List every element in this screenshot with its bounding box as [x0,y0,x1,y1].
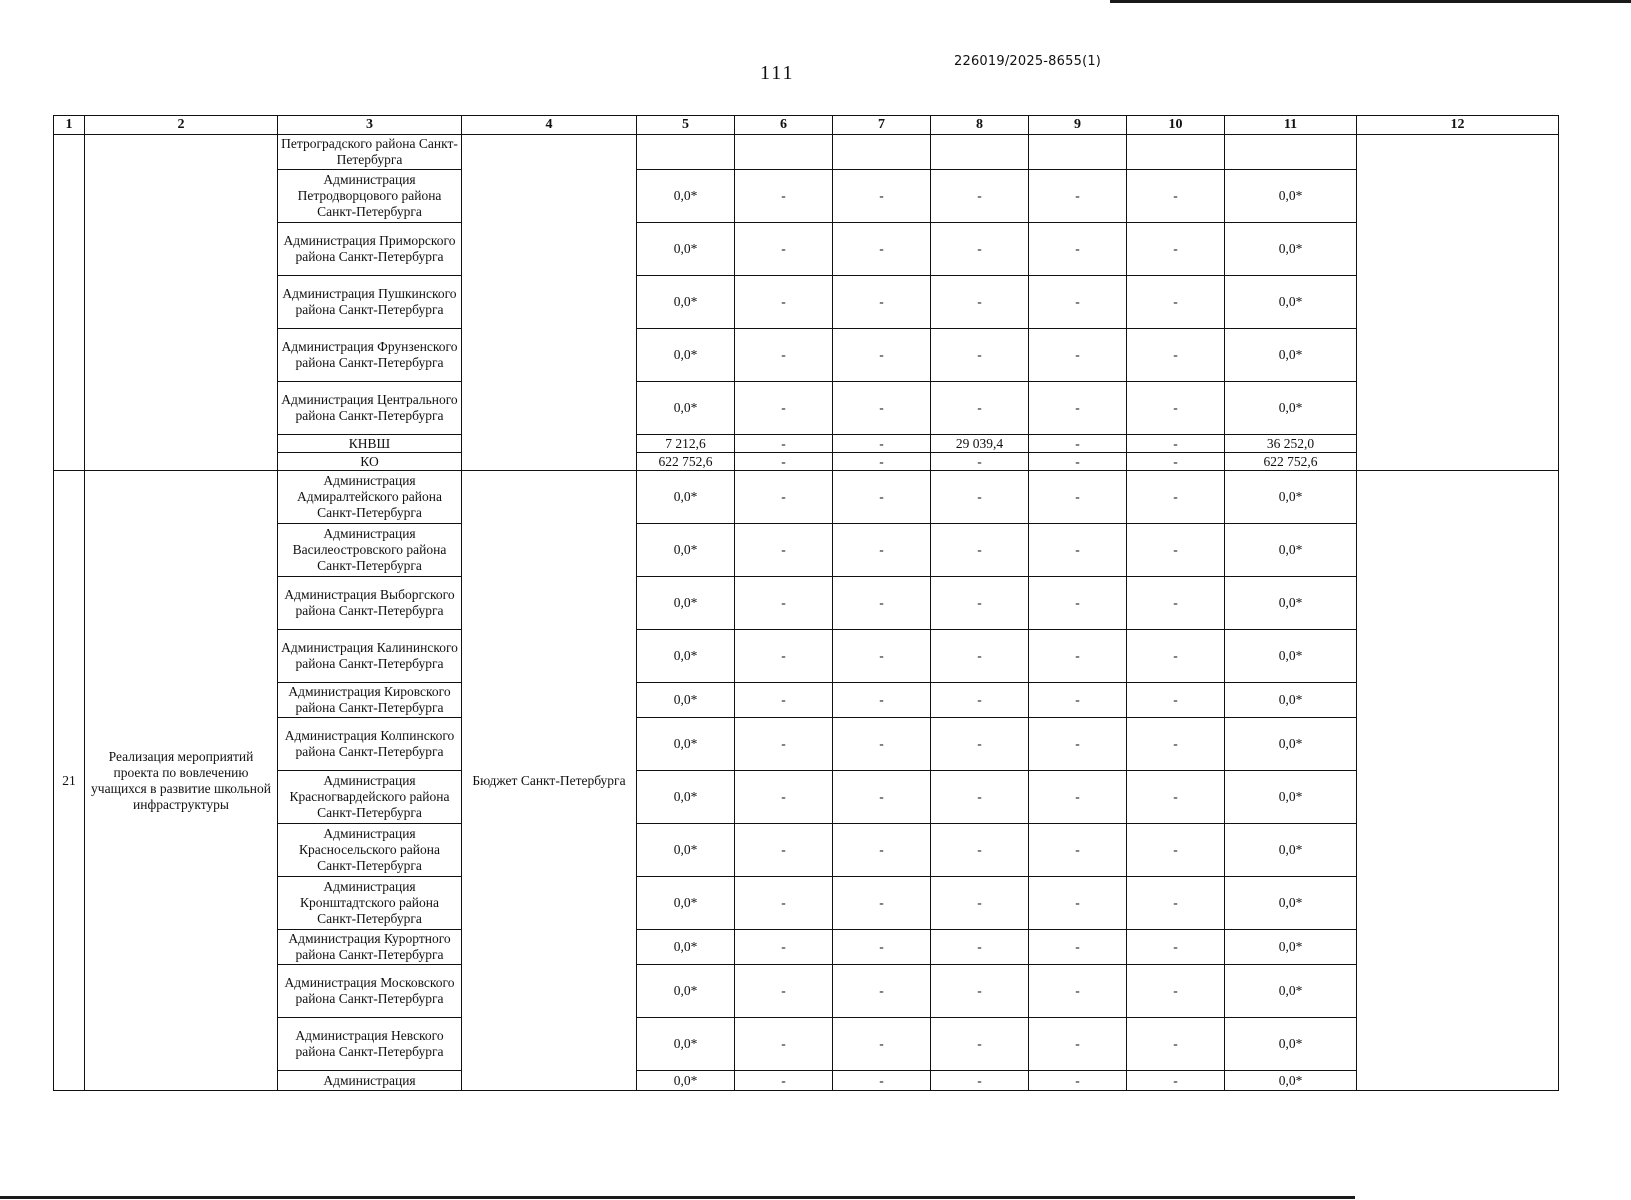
note-cell [1357,471,1559,1091]
value-cell-col-9: - [1029,223,1127,276]
value-cell-col-8: - [931,930,1029,965]
value-cell-col-8: - [931,718,1029,771]
executor-cell: Администрация Фрунзенского района Санкт-Петербурга [278,329,462,382]
column-header-row [54,116,1559,135]
value-cell-col-9: - [1029,471,1127,524]
column-header-3: 3 [278,116,462,135]
value-cell-col-9: - [1029,1018,1127,1071]
value-cell-col-7: - [833,170,931,223]
value-cell-col-11: 0,0* [1225,276,1357,329]
value-cell-col-5: 0,0* [637,683,735,718]
value-cell-col-9: - [1029,524,1127,577]
column-header-4: 4 [462,116,637,135]
activity-name-cell: Реализация мероприятий проекта по вовлечению учащихся в развитие школьной инфраструктуры [85,471,278,1091]
value-cell-col-7: - [833,877,931,930]
value-cell-col-9: - [1029,276,1127,329]
value-cell-col-11: 0,0* [1225,683,1357,718]
executor-cell: Администрация Пушкинского района Санкт-Петербурга [278,276,462,329]
value-cell-col-7: - [833,524,931,577]
value-cell-col-7: - [833,577,931,630]
value-cell-col-6: - [735,965,833,1018]
value-cell-col-9: - [1029,630,1127,683]
value-cell-col-6: - [735,1071,833,1091]
value-cell-col-7: - [833,683,931,718]
value-cell-col-11: 622 752,6 [1225,453,1357,471]
value-cell-col-7: - [833,453,931,471]
column-header-1: 1 [54,116,85,135]
executor-cell: Администрация Кронштадтского района Санкт-Петербурга [278,877,462,930]
bottom-edge-rule [0,1196,1355,1199]
value-cell-col-11: 36 252,0 [1225,435,1357,453]
value-cell-col-7: - [833,771,931,824]
value-cell-col-8: - [931,382,1029,435]
funding-source-cell [462,135,637,471]
value-cell-col-5: 0,0* [637,223,735,276]
value-cell-col-8: - [931,577,1029,630]
value-cell-col-10: - [1127,718,1225,771]
value-cell-col-10: - [1127,683,1225,718]
value-cell-col-11: 0,0* [1225,382,1357,435]
funding-source-cell: Бюджет Санкт-Петербурга [462,471,637,1091]
value-cell-col-6: - [735,577,833,630]
value-cell-col-9 [1029,135,1127,170]
value-cell-col-11: 0,0* [1225,223,1357,276]
value-cell-col-8: 29 039,4 [931,435,1029,453]
column-header-11: 11 [1225,116,1357,135]
activity-name-cell [85,135,278,471]
table-row [54,930,1559,965]
executor-cell: КНВШ [278,435,462,453]
value-cell-col-7: - [833,329,931,382]
budget-table [53,115,1559,1091]
value-cell-col-9: - [1029,824,1127,877]
executor-cell: Администрация Колпинского района Санкт-Петербурга [278,718,462,771]
value-cell-col-7: - [833,471,931,524]
value-cell-col-10: - [1127,965,1225,1018]
executor-cell: Администрация Кировского района Санкт-Петербурга [278,683,462,718]
value-cell-col-10: - [1127,1071,1225,1091]
value-cell-col-6: - [735,435,833,453]
value-cell-col-10: - [1127,382,1225,435]
executor-cell: Администрация Калининского района Санкт-Петербурга [278,630,462,683]
value-cell-col-6: - [735,683,833,718]
value-cell-col-11: 0,0* [1225,577,1357,630]
column-header-12: 12 [1357,116,1559,135]
value-cell-col-10: - [1127,223,1225,276]
value-cell-col-10: - [1127,329,1225,382]
table-row [54,824,1559,877]
value-cell-col-5: 0,0* [637,877,735,930]
value-cell-col-5: 0,0* [637,930,735,965]
note-cell [1357,135,1559,471]
value-cell-col-8: - [931,453,1029,471]
value-cell-col-5: 0,0* [637,630,735,683]
row-number-cell [54,135,85,471]
value-cell-col-10: - [1127,577,1225,630]
value-cell-col-5: 0,0* [637,771,735,824]
value-cell-col-7: - [833,965,931,1018]
executor-cell: Администрация Красносельского района Санкт-Петербурга [278,824,462,877]
table-row [54,877,1559,930]
value-cell-col-7: - [833,1018,931,1071]
value-cell-col-11: 0,0* [1225,329,1357,382]
value-cell-col-6: - [735,1018,833,1071]
value-cell-col-11: 0,0* [1225,877,1357,930]
value-cell-col-9: - [1029,877,1127,930]
value-cell-col-10: - [1127,877,1225,930]
page-number: 111 [760,62,795,84]
value-cell-col-10: - [1127,630,1225,683]
value-cell-col-6: - [735,877,833,930]
value-cell-col-5: 7 212,6 [637,435,735,453]
value-cell-col-11: 0,0* [1225,170,1357,223]
column-header-2: 2 [85,116,278,135]
value-cell-col-8 [931,135,1029,170]
value-cell-col-10 [1127,135,1225,170]
value-cell-col-10: - [1127,771,1225,824]
column-header-7: 7 [833,116,931,135]
value-cell-col-6: - [735,453,833,471]
value-cell-col-7: - [833,930,931,965]
table-row [54,1018,1559,1071]
value-cell-col-6: - [735,471,833,524]
value-cell-col-9: - [1029,930,1127,965]
value-cell-col-8: - [931,170,1029,223]
table-row [54,471,1559,524]
value-cell-col-6: - [735,276,833,329]
value-cell-col-6: - [735,771,833,824]
value-cell-col-10: - [1127,170,1225,223]
value-cell-col-7: - [833,630,931,683]
value-cell-col-6: - [735,824,833,877]
value-cell-col-9: - [1029,329,1127,382]
value-cell-col-11: 0,0* [1225,771,1357,824]
value-cell-col-5: 0,0* [637,276,735,329]
value-cell-col-9: - [1029,718,1127,771]
value-cell-col-11: 0,0* [1225,824,1357,877]
value-cell-col-6: - [735,524,833,577]
top-edge-rule [1110,0,1631,3]
executor-cell: Администрация Московского района Санкт-Петербурга [278,965,462,1018]
value-cell-col-7: - [833,718,931,771]
value-cell-col-5: 0,0* [637,329,735,382]
value-cell-col-6 [735,135,833,170]
value-cell-col-6: - [735,382,833,435]
table-row [54,276,1559,329]
value-cell-col-7: - [833,824,931,877]
table-row [54,382,1559,435]
table-row [54,524,1559,577]
table-body [54,135,1559,1091]
value-cell-col-8: - [931,824,1029,877]
value-cell-col-5: 0,0* [637,1018,735,1071]
value-cell-col-9: - [1029,1071,1127,1091]
value-cell-col-11: 0,0* [1225,965,1357,1018]
value-cell-col-5: 0,0* [637,965,735,1018]
value-cell-col-7: - [833,1071,931,1091]
value-cell-col-8: - [931,771,1029,824]
value-cell-col-9: - [1029,965,1127,1018]
value-cell-col-7: - [833,435,931,453]
value-cell-col-9: - [1029,683,1127,718]
column-header-8: 8 [931,116,1029,135]
value-cell-col-6: - [735,718,833,771]
value-cell-col-5: 0,0* [637,577,735,630]
value-cell-col-11: 0,0* [1225,1018,1357,1071]
executor-cell: Администрация Красногвардейского района Санкт-Петербурга [278,771,462,824]
value-cell-col-6: - [735,930,833,965]
value-cell-col-8: - [931,471,1029,524]
column-header-6: 6 [735,116,833,135]
executor-cell: Администрация Адмиралтейского района Санкт-Петербурга [278,471,462,524]
table-row [54,329,1559,382]
table-row [54,170,1559,223]
value-cell-col-8: - [931,329,1029,382]
value-cell-col-6: - [735,223,833,276]
executor-cell: Петроградского района Санкт-Петербурга [278,135,462,170]
table-row [54,1071,1559,1091]
table-row [54,453,1559,471]
value-cell-col-5 [637,135,735,170]
value-cell-col-8: - [931,223,1029,276]
value-cell-col-9: - [1029,382,1127,435]
executor-cell: Администрация Невского района Санкт-Петербурга [278,1018,462,1071]
value-cell-col-8: - [931,630,1029,683]
value-cell-col-10: - [1127,930,1225,965]
value-cell-col-7: - [833,382,931,435]
value-cell-col-6: - [735,170,833,223]
value-cell-col-9: - [1029,435,1127,453]
column-header-10: 10 [1127,116,1225,135]
executor-cell: Администрация [278,1071,462,1091]
value-cell-col-5: 622 752,6 [637,453,735,471]
value-cell-col-6: - [735,630,833,683]
value-cell-col-11 [1225,135,1357,170]
value-cell-col-11: 0,0* [1225,1071,1357,1091]
column-header-9: 9 [1029,116,1127,135]
value-cell-col-9: - [1029,170,1127,223]
table-row [54,223,1559,276]
value-cell-col-8: - [931,965,1029,1018]
value-cell-col-10: - [1127,824,1225,877]
value-cell-col-8: - [931,276,1029,329]
executor-cell: Администрация Приморского района Санкт-Петербурга [278,223,462,276]
value-cell-col-6: - [735,329,833,382]
value-cell-col-11: 0,0* [1225,930,1357,965]
table-row [54,135,1559,170]
value-cell-col-7: - [833,276,931,329]
value-cell-col-8: - [931,877,1029,930]
table-row [54,577,1559,630]
document-id: 226019/2025-8655(1) [954,54,1102,69]
table-row [54,630,1559,683]
executor-cell: Администрация Петродворцового района Санкт-Петербурга [278,170,462,223]
column-header-5: 5 [637,116,735,135]
table-row [54,965,1559,1018]
value-cell-col-10: - [1127,524,1225,577]
table-row [54,435,1559,453]
value-cell-col-9: - [1029,771,1127,824]
value-cell-col-11: 0,0* [1225,630,1357,683]
value-cell-col-7 [833,135,931,170]
value-cell-col-10: - [1127,453,1225,471]
value-cell-col-5: 0,0* [637,170,735,223]
value-cell-col-8: - [931,1071,1029,1091]
value-cell-col-5: 0,0* [637,382,735,435]
value-cell-col-11: 0,0* [1225,524,1357,577]
value-cell-col-5: 0,0* [637,524,735,577]
row-number-cell: 21 [54,471,85,1091]
value-cell-col-8: - [931,524,1029,577]
table-row [54,771,1559,824]
value-cell-col-7: - [833,223,931,276]
executor-cell: Администрация Василеостровского района Санкт-Петербурга [278,524,462,577]
value-cell-col-5: 0,0* [637,471,735,524]
value-cell-col-5: 0,0* [637,718,735,771]
value-cell-col-10: - [1127,471,1225,524]
value-cell-col-10: - [1127,435,1225,453]
executor-cell: Администрация Центрального района Санкт-Петербурга [278,382,462,435]
value-cell-col-9: - [1029,577,1127,630]
value-cell-col-10: - [1127,1018,1225,1071]
value-cell-col-8: - [931,1018,1029,1071]
value-cell-col-11: 0,0* [1225,471,1357,524]
value-cell-col-11: 0,0* [1225,718,1357,771]
value-cell-col-9: - [1029,453,1127,471]
value-cell-col-8: - [931,683,1029,718]
value-cell-col-10: - [1127,276,1225,329]
executor-cell: Администрация Курортного района Санкт-Петербурга [278,930,462,965]
value-cell-col-5: 0,0* [637,1071,735,1091]
table-row [54,683,1559,718]
executor-cell: Администрация Выборгского района Санкт-Петербурга [278,577,462,630]
executor-cell: КО [278,453,462,471]
table-row [54,718,1559,771]
value-cell-col-5: 0,0* [637,824,735,877]
